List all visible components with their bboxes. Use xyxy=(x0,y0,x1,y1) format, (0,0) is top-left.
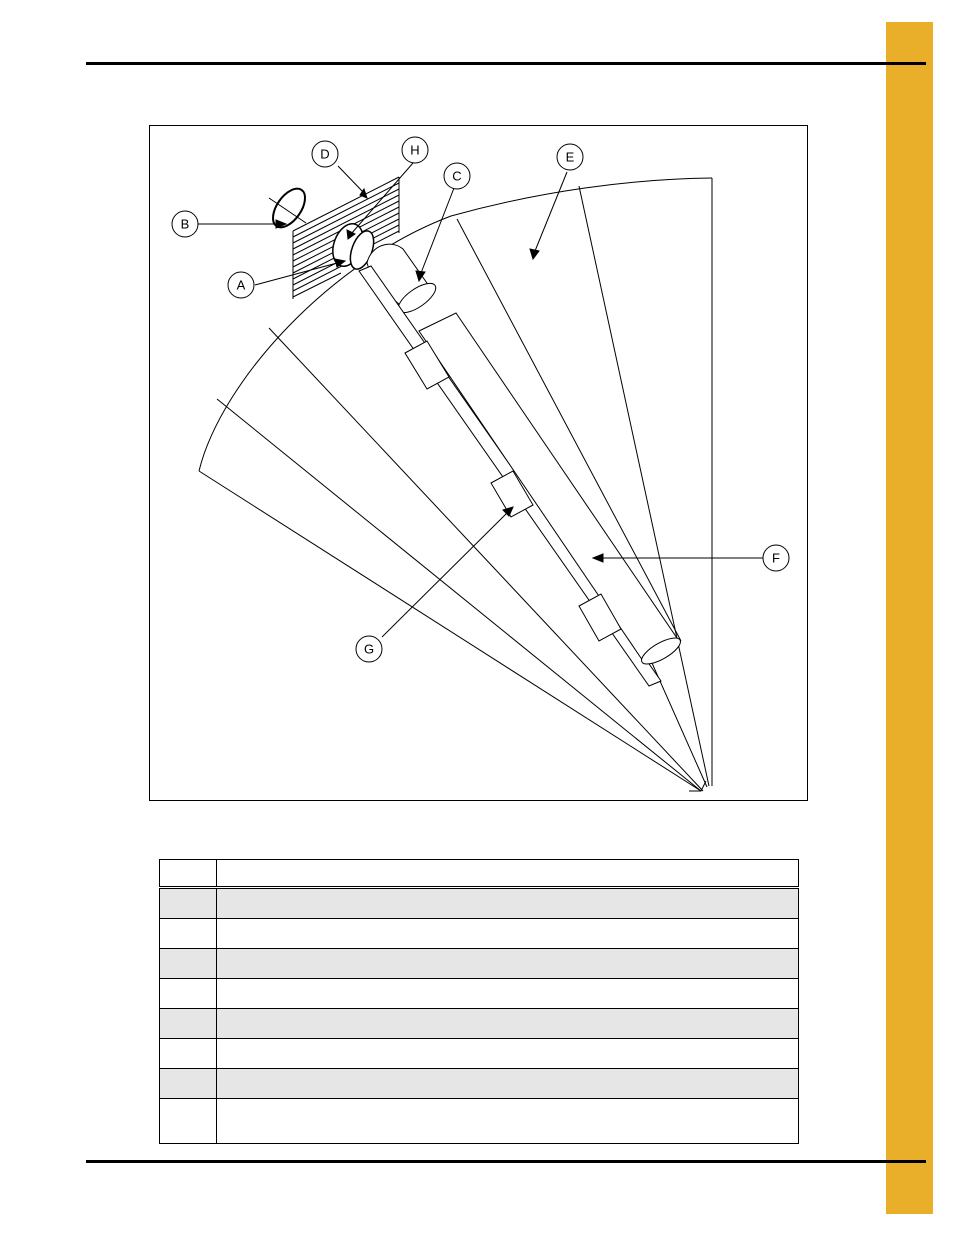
description-column-header xyxy=(217,860,799,888)
ref-cell xyxy=(160,1009,217,1039)
ref-cell xyxy=(160,1099,217,1144)
table-row xyxy=(160,888,799,919)
ref-cell xyxy=(160,979,217,1009)
description-cell xyxy=(217,1069,799,1099)
description-cell xyxy=(217,1009,799,1039)
description-cell xyxy=(217,949,799,979)
table-header-row xyxy=(160,860,799,888)
table-row xyxy=(160,919,799,949)
callout-label-c: C xyxy=(452,168,462,184)
table-row xyxy=(160,1009,799,1039)
description-cell xyxy=(217,1099,799,1144)
ref-cell xyxy=(160,1039,217,1069)
assembly-figure xyxy=(149,125,808,801)
ref-cell xyxy=(160,888,217,919)
table-row xyxy=(160,1039,799,1069)
description-cell xyxy=(217,919,799,949)
parts-list-table xyxy=(159,859,799,1144)
table-row xyxy=(160,949,799,979)
callout-label-d: D xyxy=(320,146,330,162)
ref-cell xyxy=(160,919,217,949)
header-rule xyxy=(86,62,926,65)
footer-rule xyxy=(86,1160,926,1163)
callout-label-f: F xyxy=(772,550,780,566)
callout-label-h: H xyxy=(410,142,420,158)
description-cell xyxy=(217,888,799,919)
description-cell xyxy=(217,979,799,1009)
description-cell xyxy=(217,1039,799,1069)
callout-label-a: A xyxy=(236,277,246,293)
table-row xyxy=(160,1099,799,1144)
roof-peak xyxy=(689,781,706,791)
ref-cell xyxy=(160,949,217,979)
callout-label-g: G xyxy=(363,641,375,657)
table-row xyxy=(160,979,799,1009)
callout-label-e: E xyxy=(565,149,575,165)
chapter-tab xyxy=(886,22,933,1214)
assembly-drawing xyxy=(150,126,809,802)
table-row xyxy=(160,1069,799,1099)
ref-column-header xyxy=(160,860,217,888)
ref-cell xyxy=(160,1069,217,1099)
callout-label-b: B xyxy=(180,216,190,232)
